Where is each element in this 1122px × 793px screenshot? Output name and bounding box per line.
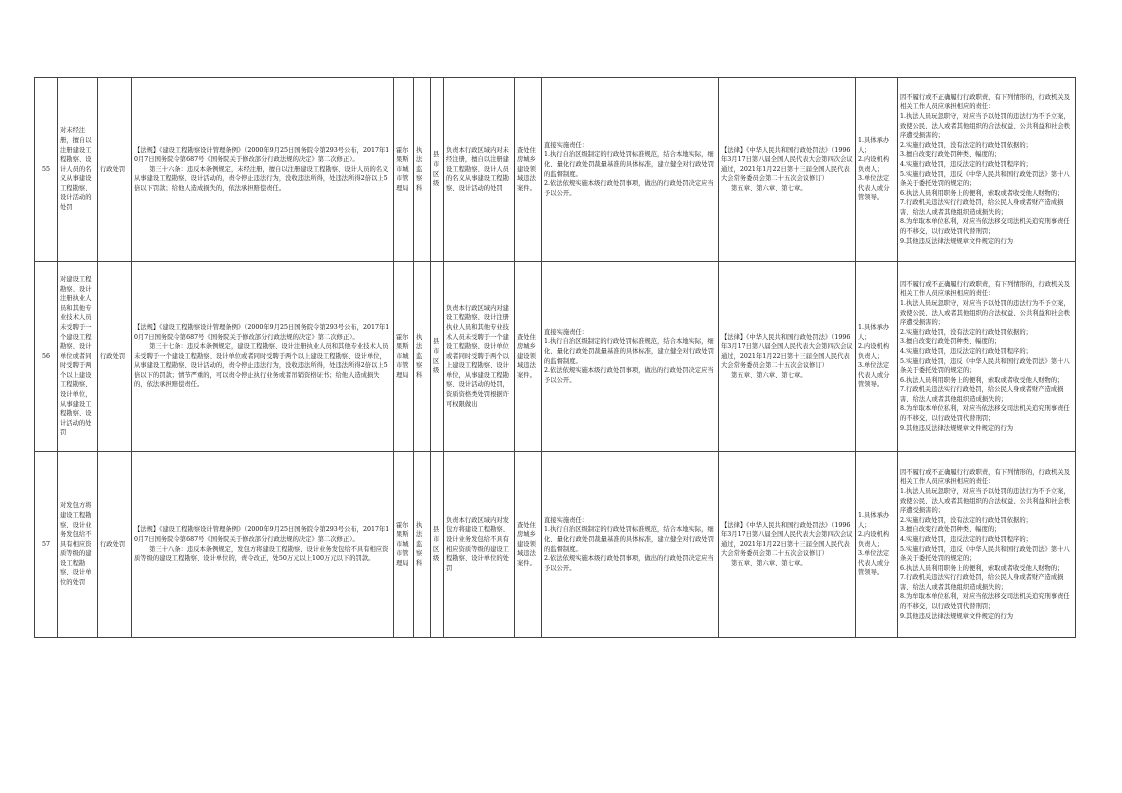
responsible-department: 执法监察科 (414, 262, 431, 452)
accountability-basis (719, 452, 856, 638)
table-row (35, 78, 1076, 262)
accountability-cases-line: 4.实施行政处罚，违反法定的行政处罚程序的； (900, 535, 1032, 543)
item-name: 对建设工程勘察、设计注册执业人员和其他专业技术人员未受聘于一个建设工程勘察、设计单位或者同时受聘于两个以上建设工程勘察、设计单位，从事建设工程勘察、设计活动的处罚 (58, 262, 98, 452)
accountability-cases-line: 9.其他违反法律法规规章文件规定的行为 (900, 424, 1014, 432)
accountability-cases-line: 8.为牟取本单位私利，对应当依法移交司法机关追究刑事责任的不移交，以行政处罚代替刑罚； (900, 218, 1070, 236)
row-number: 57 (35, 452, 58, 638)
accountability-cases-line: 8.为牟取本单位私利，对应当依法移交司法机关追究刑事责任的不移交，以行政处罚代替刑罚； (900, 405, 1070, 423)
implementation-responsibility-line: 2.依法依规实施本级行政处罚事项，做出的行政处罚决定应当予以公开。 (544, 367, 714, 384)
accountability-basis-line: 【法律】《中华人民共和国行政处罚法》（1996年3月17日第八届全国人民代表大会第四次会议通过，2021年1月22日第十三届全国人民代表大会常务委员会第二十五次会议修订） (721, 146, 853, 183)
responsible-persons-line: 2.内设机构负责人； (858, 343, 890, 360)
accountability-cases-line: 4.实施行政处罚，违反法定的行政处罚程序的； (900, 347, 1032, 355)
accountability-basis-line: 第五章、第六章、第七章。 (731, 184, 807, 192)
legal-basis-line: 第三十七条：违反本条例规定，建设工程勘察、设计注册执业人员和其他专业技术人员未受聘于一个建设工程勘察、设计单位或者同时受聘于两个以上建设工程勘察、设计单位，从事建设工程勘察、设计活动的，责令停止违法行为，没收违法所得，处违法所得2倍以上5倍以下的罚款；情节严重的，可以责令停止执行业务或者吊销资格证书；给他人造成损失的，依法承担赔偿责任。 (134, 343, 389, 389)
accountability-cases-line: 3.擅自改变行政处罚种类、幅度的； (900, 151, 1001, 159)
implementation-responsibility (542, 452, 719, 638)
item-name: 对未经注册，擅自以注册建设工程勘察、设计人员的名义从事建设工程勘察、设计活动的处罚 (58, 78, 98, 262)
implementation-responsibility-heading: 直接实施责任： (544, 516, 589, 524)
accountability-cases-line: 4.实施行政处罚，违反法定的行政处罚程序的； (900, 160, 1032, 168)
item-type: 行政处罚 (98, 262, 132, 452)
other-responsibility: 查处住房城乡建设领域违法案件。 (515, 262, 542, 452)
other-responsibility: 查处住房城乡建设领域违法案件。 (515, 452, 542, 638)
jurisdiction-level: 县市区级 (431, 262, 444, 452)
responsibility-table (34, 77, 1076, 638)
item-type: 行政处罚 (98, 452, 132, 638)
legal-basis-line: 第三十八条：违反本条例规定，发包方将建设工程勘察、设计业务发包给不具有相应资质等级的建设工程勘察、设计单位的，责令改正，处50万元以上100万元以下的罚款。 (134, 545, 389, 563)
implementation-responsibility-line: 1.执行自治区级制定的行政处罚标准规范，结合本地实际，细化、量化行政处罚裁量基准的具体标准，建立健全对行政处罚的监督制度。 (544, 338, 715, 365)
accountability-cases-line: 9.其他违反法律法规规章文件规定的行为 (900, 237, 1014, 245)
accountability-cases (898, 78, 1076, 262)
responsible-persons-line: 2.内设机构负责人； (858, 531, 890, 548)
responsible-persons-line: 1.具体承办人； (858, 136, 890, 154)
jurisdiction-level: 县市区级 (431, 452, 444, 638)
accountability-cases-line: 6.执法人员利用职务上的便利，索取或者收受他人财物的； (900, 189, 1064, 197)
accountability-cases-line: 7.行政机关违法实行行政处罚，给公民人身或者财产造成损害、给法人或者其他组织造成损失的； (900, 386, 1064, 403)
implementation-responsibility-line: 2.依法依规实施本级行政处罚事项，做出的行政处罚决定应当予以公开。 (544, 555, 714, 572)
accountability-basis (719, 78, 856, 262)
accountability-cases-line: 1.执法人员玩忽职守，对应当予以处罚的违法行为不予立案，致使公民、法人或者其他组织的合法权益、公共利益和社会秩序遭受损害的； (900, 299, 1071, 327)
responsible-persons-line: 3.单位法定代表人或分管领导。 (858, 550, 890, 577)
implementation-responsibility (542, 78, 719, 262)
accountability-cases-line: 6.执法人员利用职务上的便利，索取或者收受他人财物的； (900, 376, 1064, 384)
accountability-cases (898, 262, 1076, 452)
item-name: 对发包方将建设工程勘察、设计业务发包给不具有相应资质等级的建设工程勘察、设计单位的处罚 (58, 452, 98, 638)
implementation-responsibility-line: 2.依法依规实施本级行政处罚事项，做出的行政处罚决定应当予以公开。 (544, 180, 714, 197)
legal-basis-line: 第三十六条：违反本条例规定，未经注册，擅自以注册建设工程勘察、设计人员的名义从事建设工程勘察、设计活动的，责令停止违法行为，没收违法所得，处违法所得2倍以上5倍以下罚款；给他人造成损失的，依法承担赔偿责任。 (134, 165, 389, 192)
responsibility-scope: 负责本行政区域内对发包方将建设工程勘察、设计业务发包给不具有相应资质等级的建设工程勘察、设计单位的处罚 (444, 452, 515, 638)
responsible-department: 执法监察科 (414, 78, 431, 262)
responsible-persons-line: 2.内设机构负责人； (858, 156, 890, 173)
row-number: 56 (35, 262, 58, 452)
responsible-persons-line: 3.单位法定代表人或分管领导。 (858, 362, 890, 389)
legal-basis-line: 【法规】《建设工程勘察设计管理条例》（2000年9月25日国务院令第293号公布，2017年10月7日国务院令第687号《国务院关于修改部分行政法规的决定》第二次修正）。 (134, 323, 390, 341)
responsible-persons (856, 78, 898, 262)
legal-basis (132, 262, 394, 452)
accountability-cases-heading: 因不履行或不正确履行行政职责，有下列情形的，行政机关及相关工作人员应承担相应的责任： (900, 93, 1071, 111)
responsible-persons (856, 452, 898, 638)
table-row (35, 452, 1076, 638)
accountability-basis-line: 【法律】《中华人民共和国行政处罚法》（1996年3月17日第八届全国人民代表大会第四次会议通过，2021年1月22日第十三届全国人民代表大会常务委员会第二十五次会议修订） (721, 333, 853, 370)
accountability-basis-line: 第五章、第六章、第七章。 (731, 371, 807, 379)
accountability-cases-line: 5.实施行政处罚，违反《中华人民共和国行政处罚法》第十八条关于委托处罚的规定的； (900, 170, 1070, 188)
accountability-cases-line: 5.实施行政处罚，违反《中华人民共和国行政处罚法》第十八条关于委托处罚的规定的； (900, 545, 1070, 563)
table-row (35, 262, 1076, 452)
legal-basis (132, 452, 394, 638)
responsible-department: 执法监察科 (414, 452, 431, 638)
responsible-persons-line: 3.单位法定代表人或分管领导。 (858, 175, 890, 202)
accountability-cases-line: 2.实施行政处罚，没有法定的行政处罚依据的； (900, 516, 1032, 524)
accountability-cases-heading: 因不履行或不正确履行行政职责，有下列情形的，行政机关及相关工作人员应承担相应的责任： (900, 468, 1071, 486)
item-type: 行政处罚 (98, 78, 132, 262)
accountability-cases-line: 3.擅自改变行政处罚种类、幅度的； (900, 526, 1001, 534)
implementation-responsibility-line: 1.执行自治区级制定的行政处罚标准规范，结合本地实际，细化、量化行政处罚裁量基准的具体标准，建立健全对行政处罚的监督制度。 (544, 151, 715, 178)
implementation-responsibility (542, 262, 719, 452)
accountability-cases-line: 2.实施行政处罚，没有法定的行政处罚依据的； (900, 328, 1032, 336)
accountability-cases-line: 6.执法人员利用职务上的便利，索取或者收受他人财物的； (900, 564, 1064, 572)
accountability-cases-line: 7.行政机关违法实行行政处罚，给公民人身或者财产造成损害、给法人或者其他组织造成损失的； (900, 574, 1064, 591)
responsibility-scope: 负责本行政区域内对建设工程勘察、设计注册执业人员和其他专业技术人员未受聘于一个建设工程勘察、设计单位或者同时受聘于两个以上建设工程勘察、设计单位，从事建设工程勘察、设计活动的处罚，资质资格类处罚根据许可权限做出 (444, 262, 515, 452)
legal-basis-line: 【法规】《建设工程勘察设计管理条例》（2000年9月25日国务院令第293号公布，2017年10月7日国务院令第687号《国务院关于修改部分行政法规的决定》第二次修正）。 (134, 146, 390, 164)
accountability-cases-line: 5.实施行政处罚，违反《中华人民共和国行政处罚法》第十八条关于委托处罚的规定的； (900, 357, 1070, 375)
accountability-basis-line: 第五章、第六章、第七章。 (731, 559, 807, 567)
implementing-subject: 霍尔果斯市城市管理局 (394, 262, 414, 452)
accountability-cases-line: 8.为牟取本单位私利，对应当依法移交司法机关追究刑事责任的不移交，以行政处罚代替刑罚； (900, 593, 1070, 611)
accountability-basis (719, 262, 856, 452)
accountability-cases-line: 7.行政机关违法实行行政处罚，给公民人身或者财产造成损害、给法人或者其他组织造成损失的； (900, 199, 1064, 216)
accountability-cases-line: 1.执法人员玩忽职守，对应当予以处罚的违法行为不予立案，致使公民、法人或者其他组织的合法权益、公共利益和社会秩序遭受损害的； (900, 112, 1071, 140)
accountability-cases (898, 452, 1076, 638)
implementation-responsibility-heading: 直接实施责任： (544, 328, 589, 336)
legal-basis-line: 【法规】《建设工程勘察设计管理条例》（2000年9月25日国务院令第293号公布，2017年10月7日国务院令第687号《国务院关于修改部分行政法规的决定》第二次修正）。 (134, 526, 390, 543)
responsible-persons-line: 1.具体承办人； (858, 323, 890, 341)
responsible-persons-line: 1.具体承办人； (858, 511, 890, 529)
jurisdiction-level: 县市区级 (431, 78, 444, 262)
implementation-responsibility-heading: 直接实施责任： (544, 141, 589, 149)
legal-basis (132, 78, 394, 262)
accountability-cases-line: 2.实施行政处罚，没有法定的行政处罚依据的； (900, 141, 1032, 149)
accountability-cases-line: 9.其他违反法律法规规章文件规定的行为 (900, 612, 1014, 620)
other-responsibility: 查处住房城乡建设领域违法案件。 (515, 78, 542, 262)
accountability-cases-line: 1.执法人员玩忽职守，对应当予以处罚的违法行为不予立案，致使公民、法人或者其他组织的合法权益、公共利益和社会秩序遭受损害的； (900, 487, 1071, 515)
implementation-responsibility-line: 1.执行自治区级制定的行政处罚标准规范，结合本地实际，细化、量化行政处罚裁量基准的具体标准，建立健全对行政处罚的监督制度。 (544, 526, 715, 553)
responsible-persons (856, 262, 898, 452)
accountability-cases-heading: 因不履行或不正确履行行政职责，有下列情形的，行政机关及相关工作人员应承担相应的责任： (900, 280, 1071, 298)
accountability-basis-line: 【法律】《中华人民共和国行政处罚法》（1996年3月17日第八届全国人民代表大会第四次会议通过，2021年1月22日第十三届全国人民代表大会常务委员会第二十五次会议修订） (721, 521, 853, 558)
accountability-cases-line: 3.擅自改变行政处罚种类、幅度的； (900, 338, 1001, 346)
implementing-subject: 霍尔果斯市城市管理局 (394, 452, 414, 638)
row-number: 55 (35, 78, 58, 262)
implementing-subject: 霍尔果斯市城市管理局 (394, 78, 414, 262)
responsibility-scope: 负责本行政区域内对未经注册，擅自以注册建设工程勘察、设计人员的名义从事建设工程勘察、设计活动的处罚 (444, 78, 515, 262)
